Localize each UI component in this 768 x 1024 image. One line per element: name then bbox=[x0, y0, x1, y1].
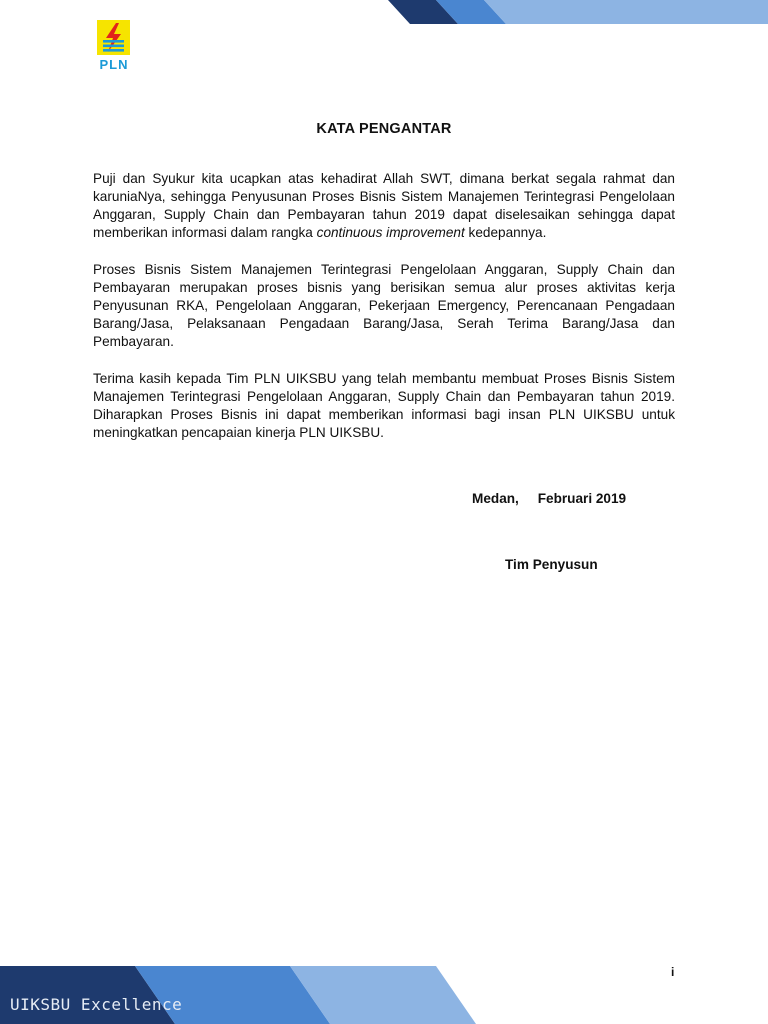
paragraph-intro-italic: continuous improvement bbox=[316, 225, 465, 240]
page-title: KATA PENGANTAR bbox=[316, 121, 452, 137]
paragraph-thanks: Terima kasih kepada Tim PLN UIKSBU yang telah membantu membuat Proses Bisnis Sistem Manajemen Terintegrasi Pengelolaan Anggaran, Supply Chain dan Pembayaran tahun 2019. Diharapkan Proses Bisnis ini dapat memberikan informasi bagi insan PLN UIKSBU untuk meningkatkan pencapaian kinerja PLN UIKSBU. bbox=[93, 371, 675, 440]
footer-tagline: UIKSBU Excellence bbox=[10, 995, 183, 1014]
signature-place-date: Medan, Februari 2019 bbox=[472, 491, 627, 506]
header-banner bbox=[388, 0, 768, 24]
paragraph-intro-text: Puji dan Syukur kita ucapkan atas kehadirat Allah SWT, dimana berkat segala rahmat dan karuniaNya, sehingga Penyusunan Proses Bisnis Sistem Manajemen Terintegrasi Pengelolaan Anggaran, Supply Chain dan Pembayaran tahun 2019 dapat diselesaikan sehingga dapat memberikan informasi dalam rangka bbox=[93, 171, 675, 240]
paragraph-process: Proses Bisnis Sistem Manajemen Terintegrasi Pengelolaan Anggaran, Supply Chain dan Pembayaran merupakan proses bisnis yang berisikan semua alur proses aktivitas kerja Penyusunan RKA, Pengelolaan Anggaran, Pekerjaan Emergency, Perencanaan Pengadaan Barang/Jasa, Pelaksanaan Pengadaan Barang/Jasa, Serah Terima Barang/Jasa dan Pembayaran. bbox=[93, 262, 675, 349]
logo-text: PLN bbox=[99, 57, 129, 72]
lightning-icon bbox=[97, 20, 130, 55]
paragraph-intro-end: kedepannya. bbox=[464, 225, 547, 240]
pln-logo bbox=[95, 20, 133, 76]
signature-name: Tim Penyusun bbox=[505, 557, 598, 572]
page-number: i bbox=[671, 965, 675, 979]
pln-logo-mark bbox=[97, 20, 130, 55]
paragraph-intro bbox=[93, 170, 675, 242]
